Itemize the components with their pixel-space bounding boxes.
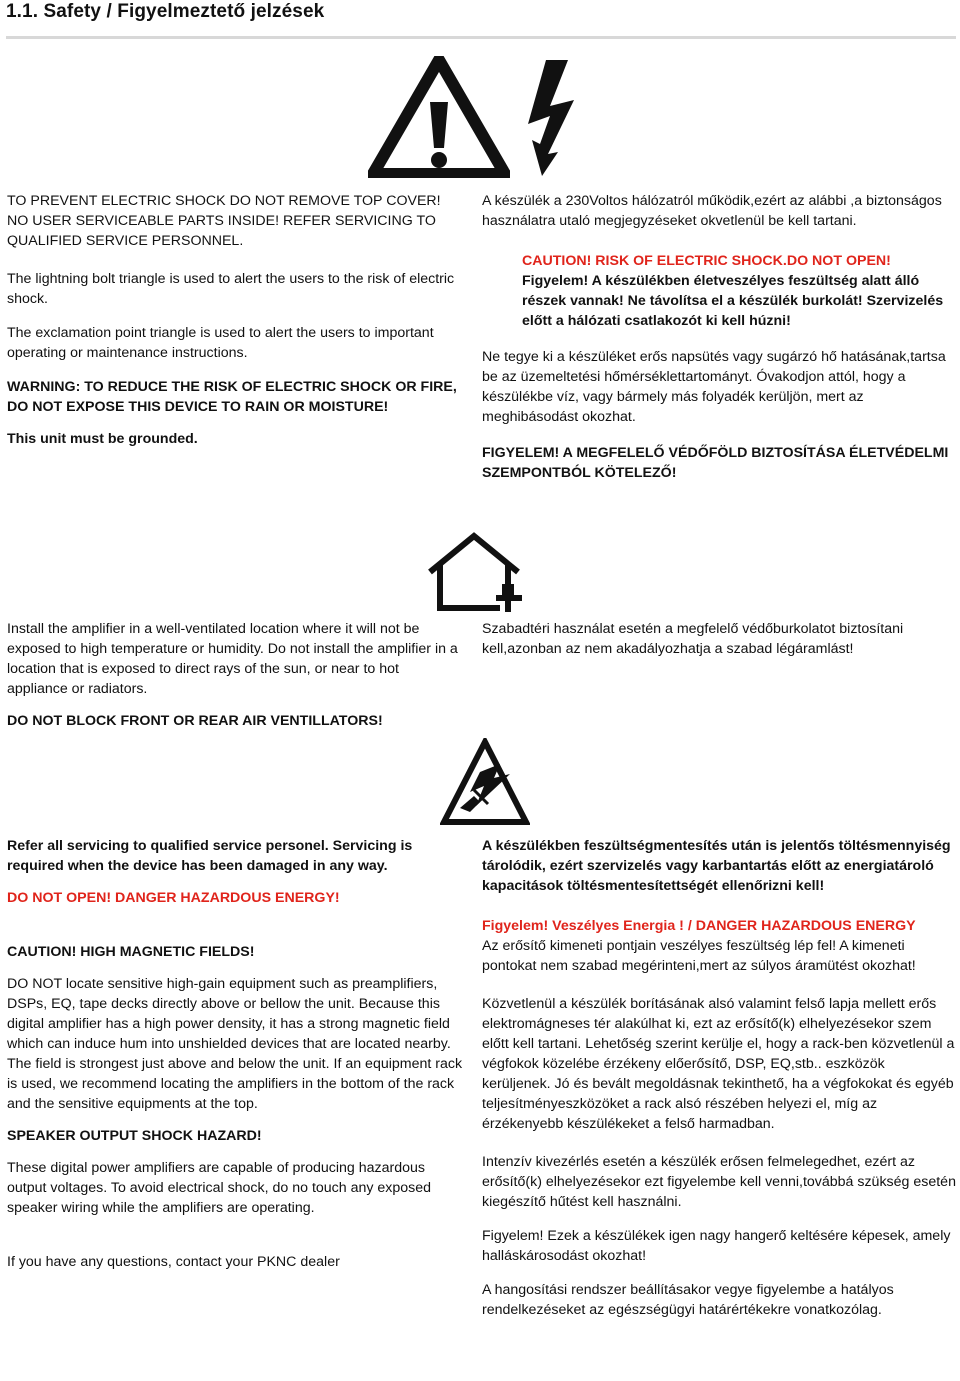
exclamation-triangle-icon	[368, 56, 510, 178]
servicing-note: Refer all servicing to qualified service personel. Servicing is required when the device has been damaged in any way.	[7, 838, 413, 874]
speaker-shock-text: These digital power amplifiers are capable of producing hazardous output voltages. To avoid electrical shock, do no touch any exposed speaker wiring while the amplifiers are operating.	[7, 1160, 432, 1216]
hu-heat-cooling: Intenzív kivezérlés esetén a készülék erősen felmelegedhet, ezért az erősítő(k) elhelyezésekor ezt figyelembe kell venni,továbbá szükség esetén kiegészítő hűtést kell használni.	[482, 1154, 956, 1210]
left-section-3	[7, 836, 467, 1284]
no-cover-warning: TO PREVENT ELECTRIC SHOCK DO NOT REMOVE TOP COVER! NO USER SERVICEABLE PARTS INSIDE! REFER SERVICING TO QUALIFIED SERVICE PERSONNEL.	[7, 193, 441, 249]
rain-warning: WARNING: TO REDUCE THE RISK OF ELECTRIC SHOCK OR FIRE, DO NOT EXPOSE THIS DEVICE TO RAIN OR MOISTURE!	[7, 379, 457, 415]
left-section-1	[7, 191, 457, 461]
hu-regulations: A hangosítási rendszer beállításakor vegye figyelembe a hatályos rendelkezéseket az egészségügyi határértékekre vonatkozólag.	[482, 1282, 894, 1319]
title-divider	[6, 36, 956, 39]
hu-hearing-damage: Figyelem! Ezek a készülékek igen nagy hangerő keltésére képesek, amely halláskárosodást okozhat!	[482, 1228, 951, 1265]
hu-outdoor-note: Szabadtéri használat esetén a megfelelő védőburkolatot biztosítani kell,azonban az nem akadályozhatja a szabad légáramlást!	[482, 621, 904, 657]
hu-danger-energy: Figyelem! Veszélyes Energia ! / DANGER HAZARDOUS ENERGY	[482, 918, 916, 934]
left-section-2	[7, 619, 463, 743]
hu-output-voltage: Az erősítő kimeneti pontjain veszélyes feszültség lép fel! A kimeneti pontokat nem szabad megérinteni,mert az súlyos áramütést okozhat!	[482, 938, 916, 974]
right-section-2	[482, 619, 954, 671]
hu-capacitor-note: A készülékben feszültségmentesítés után is jelentős töltésmennyiség tárolódik, ezért szervizelés vagy karbantartás előtt az energiatároló kapacitások töltésmentesítettségét ellenőrizni kell!	[482, 838, 951, 894]
house-plug-icon	[426, 532, 524, 612]
danger-energy: DO NOT OPEN! DANGER HAZARDOUS ENERGY!	[7, 890, 340, 906]
hu-heat-water: Ne tegye ki a készüléket erős napsütés vagy sugárzó hő hatásának,tartsa be az üzemeltetési hőmérséklettartományt. Óvakodjon attól, hogy a készülékbe víz, vagy bármely más folyadék kerüljön, mert az meghibásodást okozhat.	[482, 349, 946, 425]
right-section-1	[482, 191, 952, 495]
hu-ground-required: FIGYELEM! A MEGFELELŐ VÉDŐFÖLD BIZTOSÍTÁSA ÉLETVÉDELMI SZEMPONTBÓL KÖTELEZŐ!	[482, 445, 949, 481]
hu-intro: A készülék a 230Voltos hálózatról működik,ezért az alábbi ,a biztonságos használatra utaló megjegyzéseket okvetlenül be kell tartani.	[482, 193, 942, 229]
dealer-contact: If you have any questions, contact your PKNC dealer	[7, 1254, 340, 1270]
magnetic-fields-heading: CAUTION! HIGH MAGNETIC FIELDS!	[7, 944, 255, 960]
exclamation-explanation: The exclamation point triangle is used to alert the users to important operating or maintenance instructions.	[7, 325, 434, 361]
lightning-explanation: The lightning bolt triangle is used to alert the users to the risk of electric shock.	[7, 271, 455, 307]
hu-figyelem: Figyelem! A készülékben életveszélyes feszültség alatt álló részek vannak! Ne távolítsa el a készülék burkolát! Szervizelés előtt a hálózati csatlakozót ki kell húzni!	[522, 273, 944, 329]
caution-shock: CAUTION! RISK OF ELECTRIC SHOCK.DO NOT OPEN!	[522, 253, 891, 269]
magnetic-fields-text: DO NOT locate sensitive high-gain equipment such as preamplifiers, DSPs, EQ, tape decks directly above or bellow the unit. Because this digital amplifier has a high power density, it has a strong magnetic field which can induce hum into unshielded devices that are located nearby. The field is strongest just above and below the unit. If an equipment rack is used, we recommend locating the amplifiers in the bottom of the rack and the sensitive equipments at the top.	[7, 976, 463, 1112]
right-section-3	[482, 836, 956, 1320]
ventilation-note: Install the amplifier in a well-ventilated location where it will not be exposed to high temperature or humidity. Do not install the amplifier in a location that is exposed to direct rays of the sun, or near to hot appliance or radiators.	[7, 621, 458, 697]
grounded-note: This unit must be grounded.	[7, 431, 198, 447]
lightning-bolt-icon	[520, 58, 580, 178]
speaker-shock-heading: SPEAKER OUTPUT SHOCK HAZARD!	[7, 1128, 262, 1144]
hu-magnetic-field: Közvetlenül a készülék borításának alsó valamint felső lapja mellett erős elektromágneses tér alakúlhat ki, ezt az erősítő(k) elhelyezésekor szem előtt kell tartani. Lehetőség szerint kerülje el, hogy a rack-ben közvetlenül a végfokok közelébe érzékeny előerősítő, DSP, EQ,stb.. eszközök kerüljenek. Jó és bevált megoldásnak tekinthető, ha a végfokokat és egyéb teljesítményeszközöket a rack alsó részében helyezi el, míg az érzékenyebb készülékeket a felső harmadban.	[482, 996, 955, 1132]
ventilator-warning: DO NOT BLOCK FRONT OR REAR AIR VENTILLATORS!	[7, 713, 383, 729]
hand-shock-icon	[440, 738, 530, 826]
page-title: 1.1. Safety / Figyelmeztető jelzések	[6, 1, 325, 22]
